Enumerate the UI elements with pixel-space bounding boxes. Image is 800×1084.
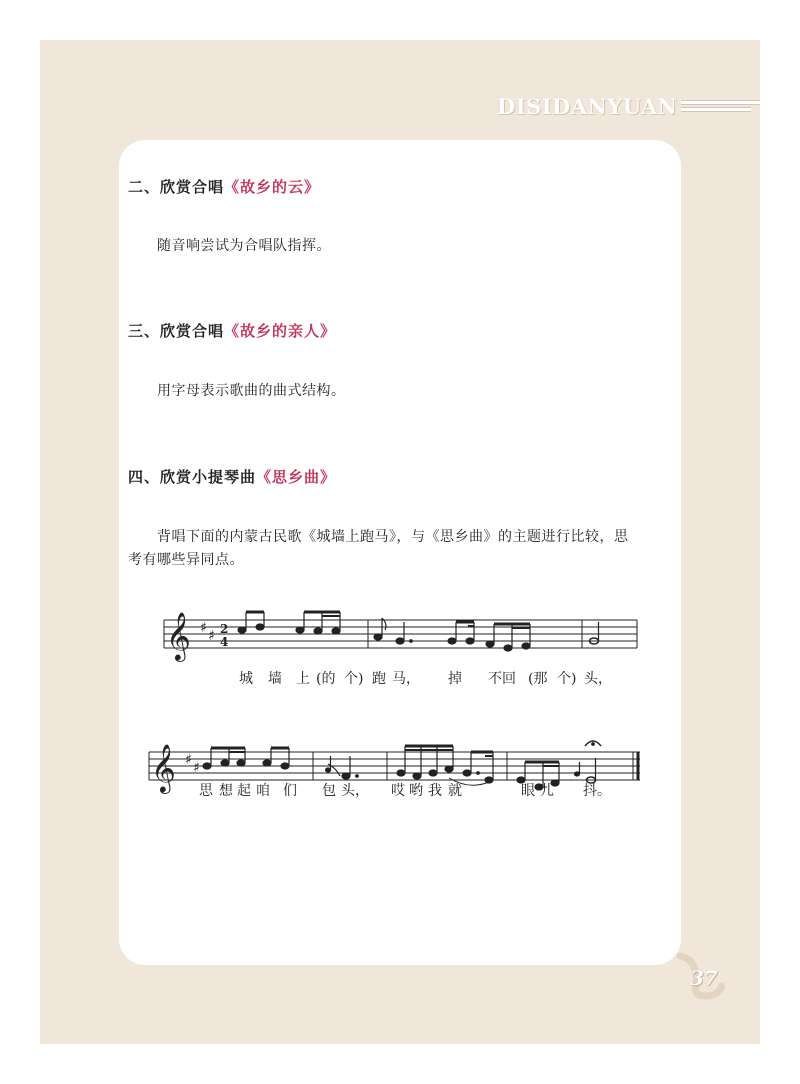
lyric-syllable: (的: [316, 671, 336, 687]
section-text-4-line1: 背唱下面的内蒙古民歌《城墙上跑马》，与《思乡曲》的主题进行比较，思: [157, 529, 629, 545]
lyric-syllable: 想: [219, 783, 233, 799]
lyric-syllable: 我: [428, 783, 442, 799]
section-heading-2: [128, 176, 320, 197]
lyric-syllable: 头，: [584, 671, 612, 687]
sharp-icon: ♯: [193, 760, 200, 776]
section-heading-prefix: 三、欣赏合唱: [128, 322, 225, 340]
lyric-syllable: 儿: [540, 783, 554, 799]
lyric-syllable: 包: [322, 783, 336, 799]
page-number: 37: [690, 966, 718, 990]
lyric-syllable: 头，: [341, 783, 369, 799]
lyric-syllable: 跑: [372, 671, 386, 687]
section-heading-prefix: 四、欣赏小提琴曲: [128, 468, 257, 486]
section-text-2: 随音响尝试为合唱队指挥。: [157, 238, 331, 254]
section-heading-title: 《故乡的云》: [224, 178, 321, 196]
sharp-icon: ♯: [185, 752, 192, 768]
section-heading-3: [128, 320, 336, 341]
treble-clef-icon: 𝄞: [166, 611, 191, 660]
lyric-syllable: 上: [296, 671, 310, 687]
lyric-syllable: 个): [557, 671, 577, 687]
section-heading-title: 《故乡的亲人》: [224, 322, 337, 340]
lyric-syllable: 哎: [391, 783, 405, 799]
lyric-syllable: 抖。: [583, 783, 611, 799]
lyric-syllable: (那: [528, 671, 548, 687]
lyric-syllable: 咱: [256, 783, 270, 799]
section-text-3: 用字母表示歌曲的曲式结构。: [157, 383, 346, 399]
lyric-syllable: 个): [344, 671, 364, 687]
section-heading-4: [128, 466, 336, 487]
time-signature-top: 2: [220, 622, 229, 636]
sharp-icon: ♯: [208, 628, 215, 644]
lyric-syllable: 掉: [448, 671, 462, 687]
sharp-icon: ♯: [200, 620, 207, 636]
header-decoration: [681, 98, 760, 116]
lyric-syllable: 不回: [488, 671, 516, 687]
running-title: DISIDANYUAN: [497, 94, 678, 119]
section-heading-title: 《思乡曲》: [256, 468, 337, 486]
lyric-syllable: 眼: [521, 783, 535, 799]
treble-clef-icon: 𝄞: [151, 743, 176, 792]
section-heading-prefix: 二、欣赏合唱: [128, 178, 225, 196]
lyric-syllable: 墙: [268, 671, 282, 687]
lyric-syllable: 起: [237, 783, 251, 799]
lyric-syllable: 思: [199, 783, 213, 799]
lyric-syllable: 们: [283, 783, 297, 799]
lyric-syllable: 马，: [392, 671, 420, 687]
lyric-syllable: 城: [239, 671, 253, 687]
section-text-4-line2: 考有哪些异同点。: [128, 552, 244, 568]
lyric-syllable: 就: [448, 783, 462, 799]
music-staff-line-1: [160, 600, 640, 670]
time-signature-bottom: 4: [220, 635, 229, 649]
lyric-syllable: 哟: [409, 783, 423, 799]
